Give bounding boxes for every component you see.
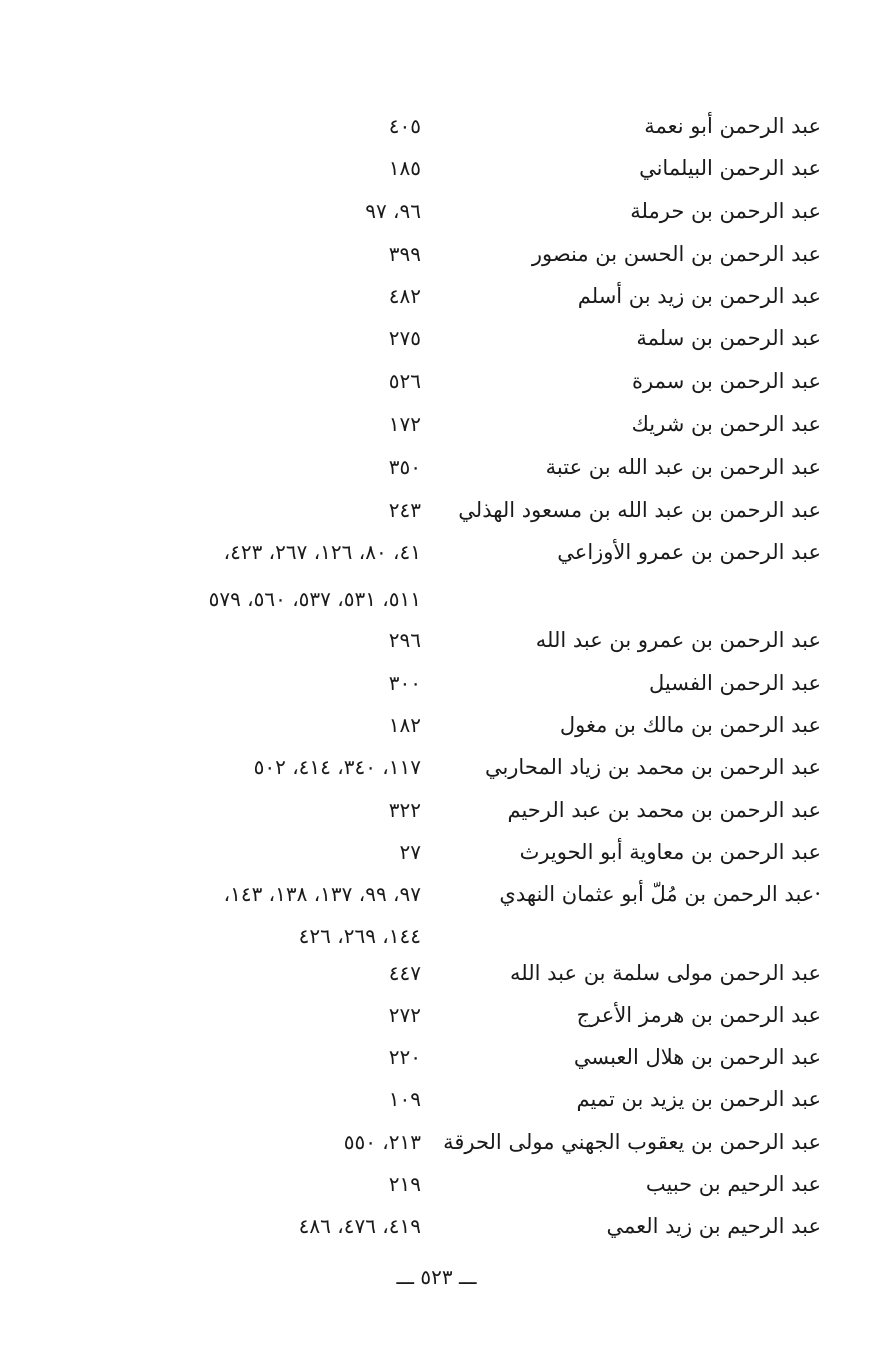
index-entry <box>0 361 873 401</box>
entry-pages: ٥٢٦ <box>388 369 421 393</box>
entry-pages: ٣٠٠ <box>388 671 421 695</box>
entry-name: عبد الرحمن أبو نعمة <box>644 114 821 138</box>
entry-name: عبد الرحمن بن عبد الله بن عتبة <box>545 455 821 479</box>
entry-pages: ٣٥٠ <box>388 455 421 479</box>
entry-name: عبد الرحمن بن سمرة <box>632 369 821 393</box>
entry-pages: ٤٤٧ <box>388 961 421 985</box>
entry-pages: ٣٢٢ <box>388 798 421 822</box>
entry-pages: ١١٧، ٣٤٠، ٤١٤، ٥٠٢ <box>253 755 421 779</box>
index-entry <box>0 276 873 316</box>
index-entry <box>0 318 873 358</box>
entry-name: عبد الرحمن بن سلمة <box>636 326 821 350</box>
entry-name: عبد الرحيم بن زيد العمي <box>606 1214 821 1238</box>
entry-name: عبد الرحمن بن هرمز الأعرج <box>576 1003 821 1027</box>
entry-pages: ١٨٥ <box>388 156 421 180</box>
index-entry <box>0 404 873 444</box>
entry-pages: ٢٧٥ <box>388 326 421 350</box>
index-entry <box>0 663 873 703</box>
entry-name: عبد الرحمن بن زيد بن أسلم <box>577 284 821 308</box>
index-entry <box>0 1164 873 1204</box>
entry-pages: ١٠٩ <box>388 1087 421 1111</box>
index-entry <box>0 916 873 956</box>
entry-name: عبد الرحمن بن محمد بن عبد الرحيم <box>507 798 821 822</box>
entry-pages: ٢٧٢ <box>388 1003 421 1027</box>
index-entry <box>0 1206 873 1246</box>
entry-name: ·عبد الرحمن بن مُلّ أبو عثمان النهدي <box>499 882 821 906</box>
entry-name: عبد الرحمن بن محمد بن زياد المحاربي <box>484 755 821 779</box>
index-entry <box>0 1037 873 1077</box>
entry-pages: ٢٩٦ <box>388 628 421 652</box>
index-entry <box>0 832 873 872</box>
entry-pages: ٥١١، ٥٣١، ٥٣٧، ٥٦٠، ٥٧٩ <box>208 587 421 611</box>
entry-name: عبد الرحيم بن حبيب <box>645 1172 821 1196</box>
entry-name: عبد الرحمن بن الحسن بن منصور <box>531 242 821 266</box>
index-entry <box>0 1122 873 1162</box>
entry-pages: ٤١٩، ٤٧٦، ٤٨٦ <box>298 1214 421 1238</box>
entry-pages: ١٨٢ <box>388 713 421 737</box>
index-entry <box>0 447 873 487</box>
entry-name: عبد الرحمن البيلماني <box>639 156 821 180</box>
entry-name: عبد الرحمن بن عمرو الأوزاعي <box>557 540 821 564</box>
entry-name: عبد الرحمن بن عمرو بن عبد الله <box>535 628 821 652</box>
entry-name: عبد الرحمن مولى سلمة بن عبد الله <box>510 961 821 985</box>
index-entry <box>0 953 873 993</box>
entry-pages: ٣٩٩ <box>388 242 421 266</box>
page-number: ـــ ٥٢٣ ـــ <box>396 1265 477 1289</box>
index-entry <box>0 620 873 660</box>
entry-name: عبد الرحمن بن عبد الله بن مسعود الهذلي <box>458 498 821 522</box>
index-entry <box>0 579 873 619</box>
entry-name: عبد الرحمن بن حرملة <box>630 199 821 223</box>
entry-pages: ٤٨٢ <box>388 284 421 308</box>
index-entry <box>0 790 873 830</box>
entry-pages: ٢٤٣ <box>388 498 421 522</box>
entry-name: عبد الرحمن الفسيل <box>649 671 821 695</box>
entry-pages: ٩٦، ٩٧ <box>365 199 421 223</box>
entry-name: عبد الرحمن بن يعقوب الجهني مولى الحرقة <box>443 1130 821 1154</box>
index-entry <box>0 532 873 572</box>
entry-pages: ٤٠٥ <box>388 114 421 138</box>
index-entry <box>0 705 873 745</box>
index-entry <box>0 995 873 1035</box>
index-entry <box>0 234 873 274</box>
index-entry <box>0 1079 873 1119</box>
entry-pages: ٢٢٠ <box>388 1045 421 1069</box>
entry-name: عبد الرحمن بن هلال العبسي <box>573 1045 821 1069</box>
index-entry <box>0 106 873 146</box>
index-entry <box>0 874 873 914</box>
index-entry <box>0 191 873 231</box>
entry-pages: ١٧٢ <box>388 412 421 436</box>
entry-pages: ٢١٣، ٥٥٠ <box>343 1130 421 1154</box>
entry-pages: ٢٧ <box>399 840 421 864</box>
index-entry <box>0 148 873 188</box>
index-entry <box>0 490 873 530</box>
entry-name: عبد الرحمن بن مالك بن مغول <box>559 713 821 737</box>
entry-pages: ٢١٩ <box>388 1172 421 1196</box>
entry-name: عبد الرحمن بن معاوية أبو الحويرث <box>519 840 821 864</box>
entry-name: عبد الرحمن بن شريك <box>631 412 821 436</box>
entry-pages: ٩٧، ٩٩، ١٣٧، ١٣٨، ١٤٣، <box>223 882 421 906</box>
entry-name: عبد الرحمن بن يزيد بن تميم <box>576 1087 821 1111</box>
entry-pages: ١٤٤، ٢٦٩، ٤٢٦ <box>298 924 421 948</box>
index-entry <box>0 747 873 787</box>
entry-pages: ٤١، ٨٠، ١٢٦، ٢٦٧، ٤٢٣، <box>223 540 421 564</box>
